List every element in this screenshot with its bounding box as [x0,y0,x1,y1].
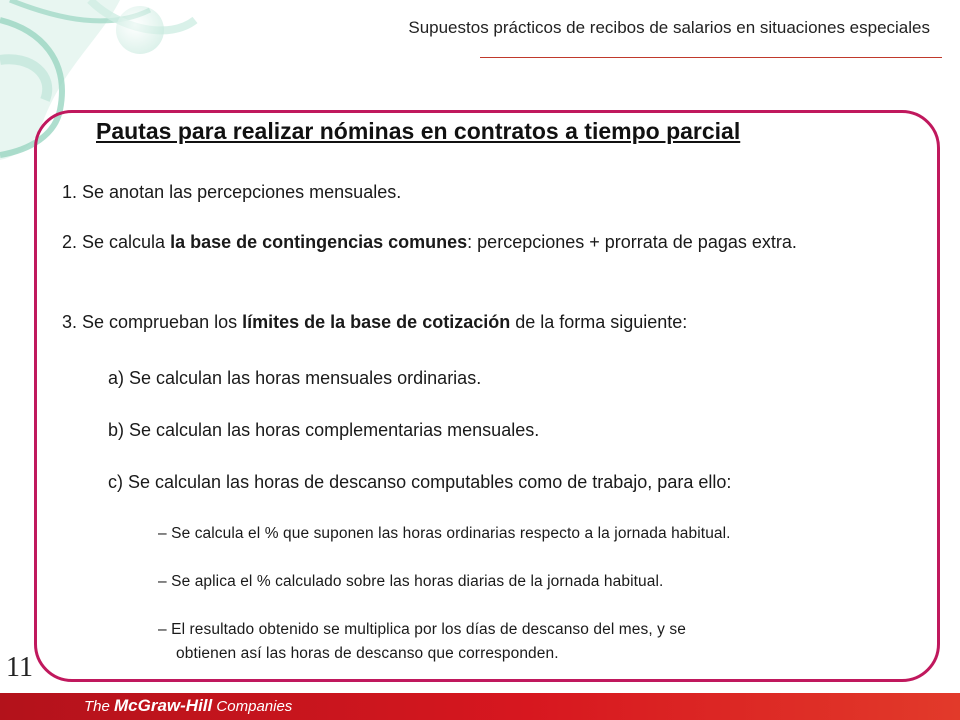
substep-b: b) Se calculan las horas complementarias mensuales. [108,420,540,440]
publisher-logo-companies: Companies [212,698,293,715]
header-title: Supuestos prácticos de recibos de salarios en situaciones especiales [408,18,930,37]
step-3 [62,308,687,336]
substep-c: c) Se calculan las horas de descanso computables como de trabajo, para ello: [108,472,732,492]
dash-item-3-line-1: – El resultado obtenido se multiplica por los días de descanso del mes, y se [158,621,686,638]
step-2 [62,228,948,256]
dash-item-1: – Se calcula el % que suponen las horas ordinarias respecto a la jornada habitual. [158,525,731,542]
step-1: 1. Se anotan las percepciones mensuales. [62,182,402,202]
publisher-logo [84,696,292,716]
dash-item-2: – Se aplica el % calculado sobre las horas diarias de la jornada habitual. [158,573,664,590]
dash-item-3 [158,618,948,666]
header-divider [480,57,942,58]
step-3-text-start: 3. Se comprueban los [62,312,243,332]
step-2-text-start: 2. Se calcula [62,232,171,252]
publisher-logo-the: The [84,698,115,715]
step-2-bold: la base de contingencias comunes [170,232,468,252]
substep-a: a) Se calculan las horas mensuales ordinarias. [108,368,482,388]
dash-item-3-line-2: obtienen así las horas de descanso que corresponden. [176,645,559,662]
step-3-text-end: de la forma siguiente: [510,312,688,332]
step-3-bold: límites de la base de cotización [242,312,511,332]
page-number: 11 [6,652,33,683]
step-2-text-end: : percepciones + prorrata de pagas extra. [467,232,797,252]
publisher-logo-name: McGraw-Hill [114,696,213,715]
slide-title: Pautas para realizar nóminas en contratos a tiempo parcial [96,118,741,144]
